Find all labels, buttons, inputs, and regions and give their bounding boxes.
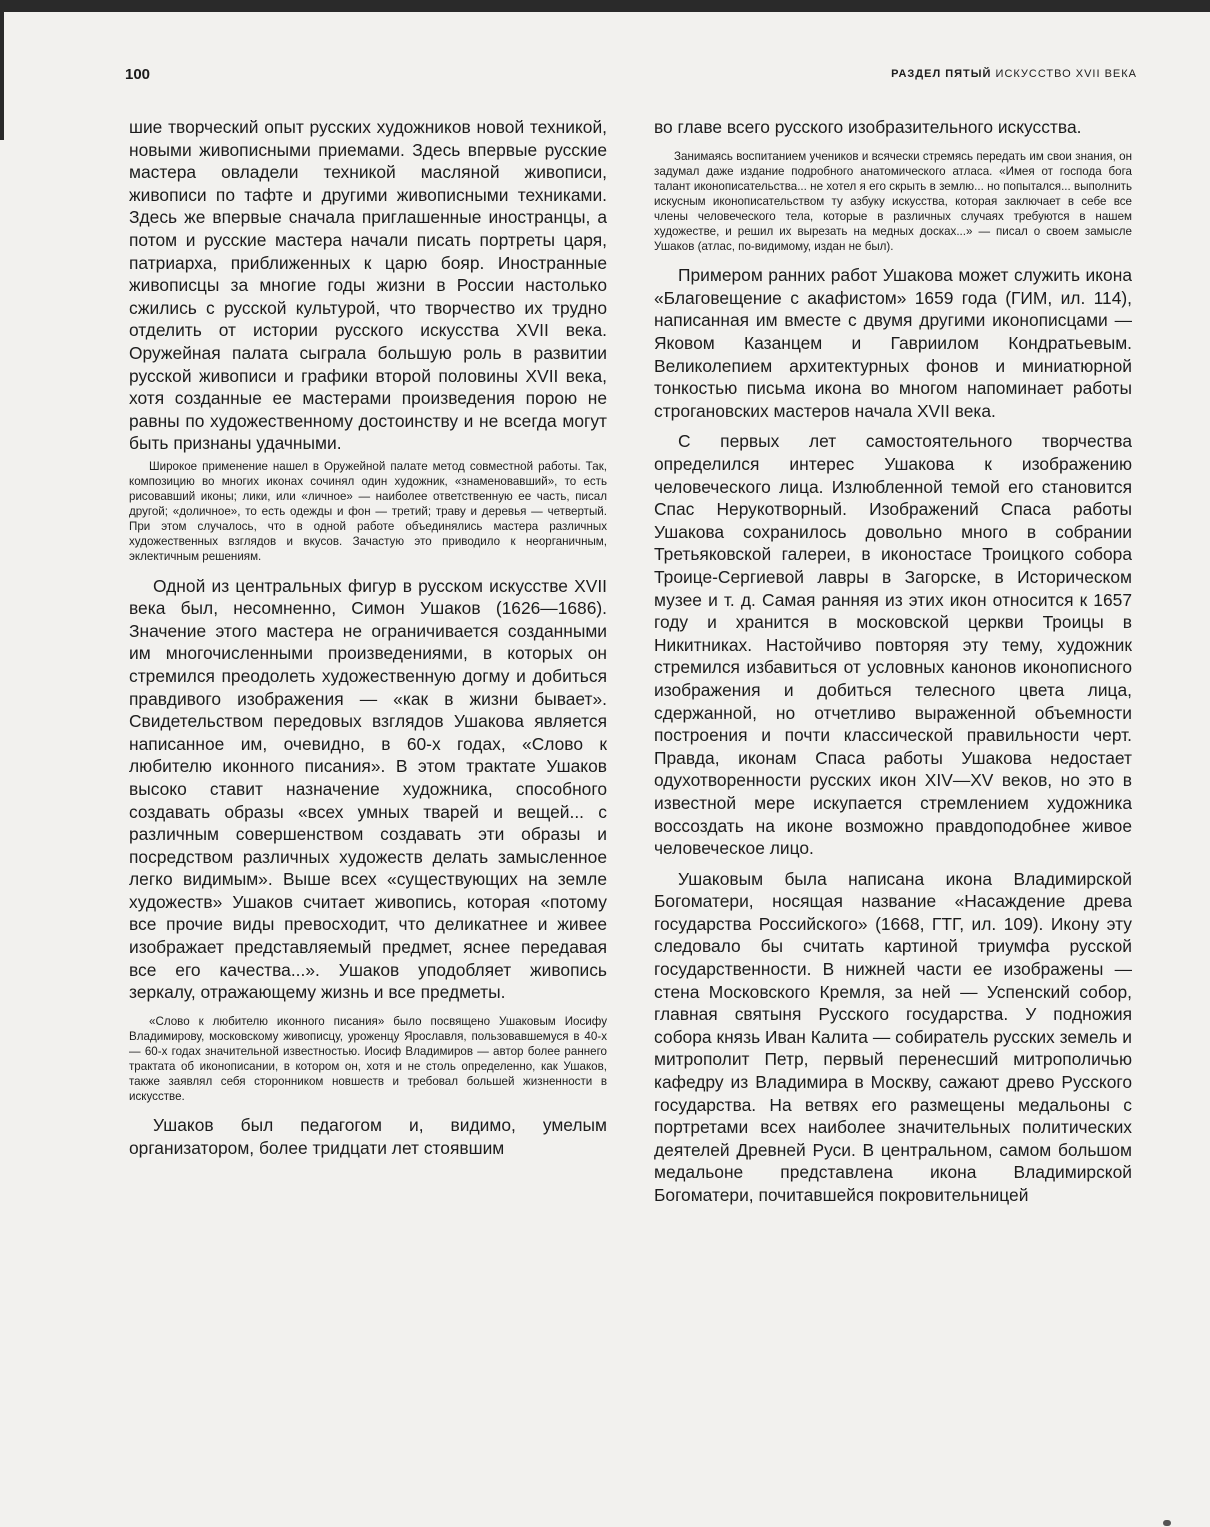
paragraph: Ушаков был педагогом и, видимо, умелым организатором, более тридцати лет стоявшим [129,1115,607,1158]
section-title: ИСКУССТВО XVII ВЕКА [995,68,1137,80]
paragraph: Примером ранних работ Ушакова может служить икона «Благовещение с акафистом» 1659 года (ГИМ, ил. 114), написанная им вместе с двумя другими иконописцами — Яковом Казанцем и Гавриилом Кондратьевым. Великолепием архитектурных фонов и миниатюрной тонкостью письма икона во многом напоминает работы строгановских мастеров начала XVII века. [654,265,1132,421]
page-number: 100 [125,66,151,83]
running-header [891,68,1137,80]
scan-speck [1163,1520,1171,1526]
footnote: «Слово к любителю иконного писания» было посвящено Ушаковым Иосифу Владимирову, московскому живописцу, уроженцу Ярославля, пользовавшемуся в 40-х — 60-х годах значительной известностью. Иосиф Владимиров — автор более раннего трактата об иконописании, в котором он, хотя и не столь определенно, как Ушаков, также заявлял себя сторонником новшеств и требовал большей жизненности в искусстве. [129,1014,607,1104]
paragraph: Одной из центральных фигур в русском искусстве XVII века был, несомненно, Симон Ушаков (1626—1686). Значение этого мастера не ограничивается созданными им многочисленными произведениями, в которых он стремился преодолеть художественную догму и добиться правдивого изображения — «как в жизни бывает». Свидетельством передовых взглядов Ушакова является написанное им, очевидно, в 60-х годах, «Слово к любителю иконного писания». В этом трактате Ушаков высоко ставит назначение художника, способного создавать образы «всех умных тварей и вещей... с различным совершенством создавать эти образы и посредством различных художеств делать замысленное легко видимым». Выше всех «существующих на земле художеств» Ушаков считает живопись, которая «потому все прочие виды превосходит, что деликатнее и живее изображает представляемый предмет, яснее передавая все его качества...». Ушаков уподобляет живопись зеркалу, отражающему жизнь и все предметы. [129,575,607,1003]
paragraph: Ушаковым была написана икона Владимирской Богоматери, носящая название «Насаждение древа государства Российского» (1668, ГТГ, ил. 109). Икону эту следовало бы считать картиной триумфа русской государственности. В нижней части ее изображены — стена Московского Кремля, за ней — Успенский собор, главная святыня Русского государства. У подножия собора князь Иван Калита — собиратель русских земель и митрополит Петр, первый перенесший митрополичью кафедру из Владимира в Москву, сажают древо Русского государства. На ветвях его размещены медальоны с портретами всех наиболее значительных политических деятелей Древней Руси. В центральном, самом большом медальоне представлена икона Владимирской Богоматери, почитавшейся покровительницей [654,868,1132,1205]
section-label: РАЗДЕЛ ПЯТЫЙ [891,68,992,80]
scan-left-edge [0,0,4,140]
scan-top-edge [0,0,1210,12]
right-column [654,116,1132,1506]
paragraph: шие творческий опыт русских художников новой техникой, новыми живописными приемами. Здесь впервые русские мастера овладели техникой масляной живописи, живописи по тафте и другими живописными техниками. Здесь же впервые сначала приглашенные иностранцы, а потом и русские мастера начали писать портреты царя, патриарха, приближенных к царю бояр. Иностранные живописцы за многие годы жизни в России настолько сжились с русской культурой, что творчество их трудно отделить от истории русского искусства XVII века. Оружейная палата сыграла большую роль в развитии русской живописи и графики второй половины XVII века, хотя созданные ее мастерами произведения порою не равны по художественному достоинству и не всегда могут быть признаны удачными. [129,117,607,454]
paragraph: С первых лет самостоятельного творчества определился интерес Ушакова к изображению человеческого лица. Излюбленной темой его становится Спас Нерукотворный. Изображений Спаса работы Ушакова сохранилось довольно много в собрании Третьяковской галереи, в иконостасе Троицкого собора Троице-Сергиевой лавры в Загорске, в Историческом музее и т. д. Самая ранняя из этих икон относится к 1657 году и хранится в московской церкви Троицы в Никитниках. Настойчиво повторяя эту тему, художник стремился избавиться от условных канонов иконописного изображения и добиться телесного цвета лица, сдержанной, но отчетливо выраженной объемности построения и почти классической правильности черт. Правда, иконам Спаса работы Ушакова недостает одухотворенности русских икон XIV—XV веков, но это в известной мере искупается стремлением художника воссоздать на иконе возможно правдоподобнее живое человеческое лицо. [654,431,1132,859]
footnote: Занимаясь воспитанием учеников и всячески стремясь передать им свои знания, он задумал даже издание подробного анатомического атласа. «Имея от господа бога талант иконописательства... не хотел я его скрыть в землю... но попытался... выполнить искусным иконописательством ту азбуку искусства, которая заключает в себе все члены человеческого тела, которые в различных случаях требуются в нашем художестве, и решил их вырезать на медных досках...» — писал о своем замысле Ушаков (атлас, по-видимому, издан не был). [654,149,1132,254]
footnote: Широкое применение нашел в Оружейной палате метод совместной работы. Так, композицию во многих иконах сочинял один художник, «знаменовавший», то есть рисовавший иконы; лики, или «личное» — наиболее ответственную ее часть, писал другой; «доличное», то есть одежды и фон — третий; траву и деревья — четвертый. При этом случалось, что в одной работе объединялись мастера различных художественных взглядов и вкусов. Зачастую это приводило к неорганичным, эклектичным решениям. [129,459,607,564]
left-column [129,116,607,1506]
paragraph: во главе всего русского изобразительного искусства. [654,117,1082,137]
